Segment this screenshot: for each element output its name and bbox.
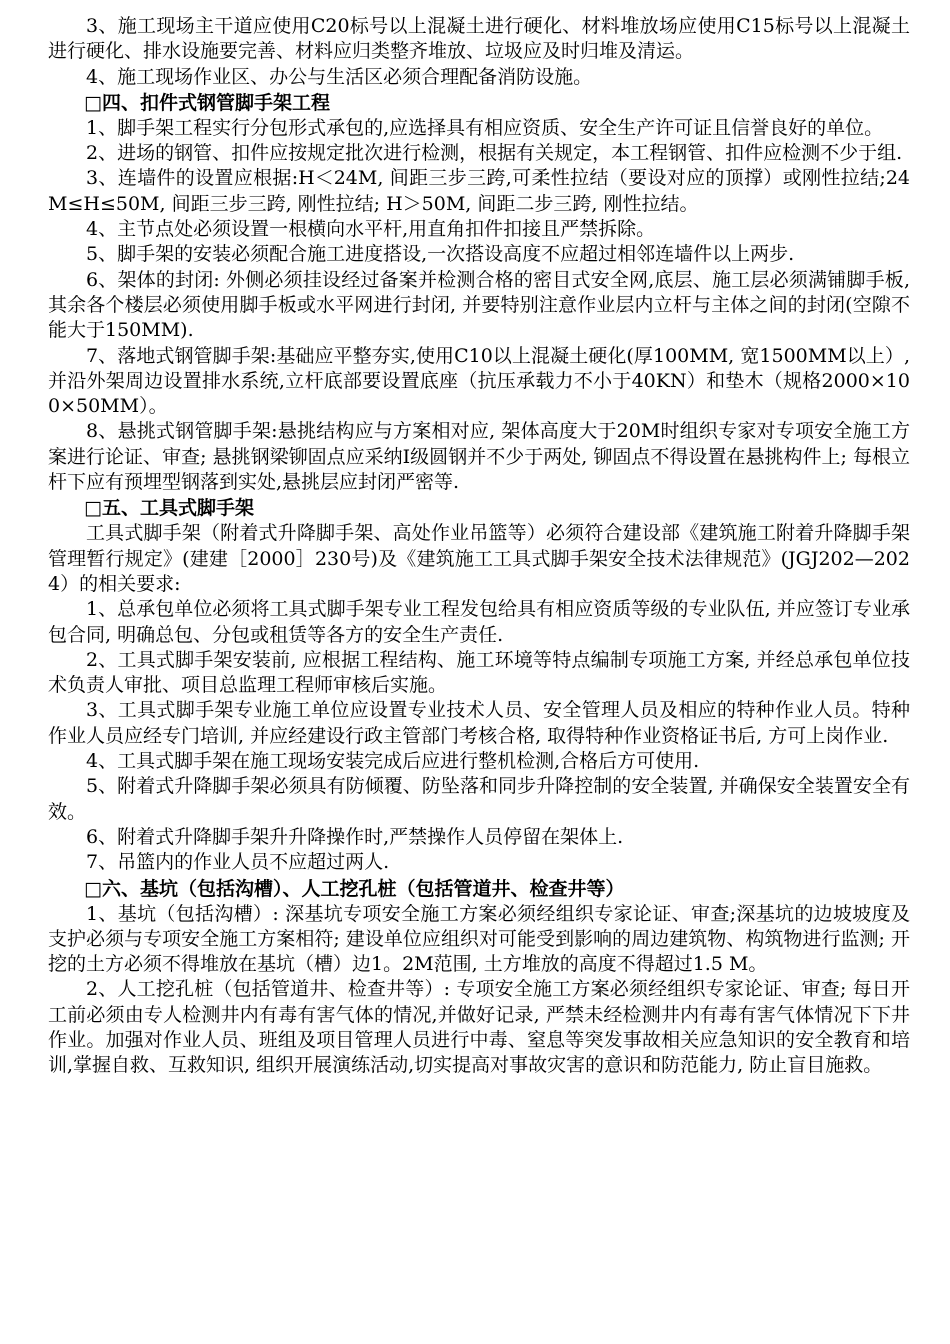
paragraph: 4、主节点处必须设置一根横向水平杆,用直角扣件扣接且严禁拆除。 — [86, 218, 656, 241]
paragraph: 6、架体的封闭: 外侧必须挂设经过备案并检测合格的密目式安全网,底层、施工层必须满铺脚手板,其余各个楼层必须使用脚手板或水平网进行封闭, 并要特别注意作业层内立杆与主体之间的封闭(空隙不能大于150MM). — [48, 268, 910, 342]
paragraph: 8、悬挑式钢管脚手架:悬挑结构应与方案相对应, 架体高度大于20M时组织专家对专项安全施工方案进行论证、审查; 悬挑钢梁铆固点应采纳I级圆钢并不少于两处, 铆固点不得设置在悬挑构件上; 每根立杆下应有预埋型钢落到实处,悬挑层应封闭严密等. — [48, 420, 910, 494]
paragraph: 5、附着式升降脚手架必须具有防倾覆、防坠落和同步升降控制的安全装置, 并确保安全装置安全有效。 — [48, 775, 910, 823]
section-heading: □四、扣件式钢管脚手架工程 — [84, 91, 330, 114]
paragraph: 4、工具式脚手架在施工现场安装完成后应进行整机检测,合格后方可使用. — [86, 750, 700, 773]
paragraph: 2、进场的钢管、扣件应按规定批次进行检测，根据有关规定，本工程钢管、扣件应检测不少于组. — [86, 142, 903, 165]
paragraph: 1、基坑（包括沟槽）: 深基坑专项安全施工方案必须经组织专家论证、审查;深基坑的边坡坡度及支护必须与专项安全施工方案相符; 建设单位应组织对可能受到影响的周边建筑物、构筑物进行监测; 开挖的土方必须不得堆放在基坑（槽）边1。2M范围, 土方堆放的高度不得超过1.5 M。 — [48, 902, 910, 976]
paragraph: 7、吊篮内的作业人员不应超过两人. — [86, 851, 390, 874]
paragraph: 3、施工现场主干道应使用C20标号以上混凝土进行硬化、材料堆放场应使用C15标号以上混凝土进行硬化、排水设施要完善、材料应归类整齐堆放、垃圾应及时归堆及清运。 — [48, 15, 910, 63]
paragraph: 5、脚手架的安装必须配合施工进度搭设,一次搭设高度不应超过相邻连墙件以上两步. — [86, 243, 795, 266]
paragraph: 工具式脚手架（附着式升降脚手架、高处作业吊篮等）必须符合建设部《建筑施工附着升降脚手架管理暂行规定》(建建［2000］230号)及《建筑施工工具式脚手架安全技术法律规范》(JGJ202—2024）的相关要求: — [48, 522, 910, 595]
paragraph: 2、人工挖孔桩（包括管道井、检查井等）: 专项安全施工方案必须经组织专家论证、审查; 每日开工前必须由专人检测井内有毒有害气体的情况,并做好记录, 严禁未经检测井内有毒有害气体情况下下井作业。加强对作业人员、班组及项目管理人员进行中毒、窒息等突发事故相关应急知识的安全教育和培训,掌握自救、互救知识, 组织开展演练活动,切实提高对事故灾害的意识和防范能力, 防止盲目施救。 — [48, 978, 910, 1077]
section-heading: □六、基坑（包括沟槽）、人工挖孔桩（包括管道井、检查井等） — [84, 877, 625, 900]
paragraph: 3、连墙件的设置应根据:H＜24M, 间距三步三跨,可柔性拉结（要设对应的顶撑）或刚性拉结;24M≤H≤50M, 间距三步三跨, 刚性拉结; H＞50M, 间距二步三跨, 刚性拉结。 — [48, 167, 910, 215]
section-heading: □五、工具式脚手架 — [84, 497, 254, 520]
paragraph: 2、工具式脚手架安装前, 应根据工程结构、施工环境等特点编制专项施工方案, 并经总承包单位技术负责人审批、项目总监理工程师审核后实施。 — [48, 648, 910, 697]
paragraph: 6、附着式升降脚手架升升降操作时,严禁操作人员停留在架体上. — [86, 825, 624, 848]
paragraph: 1、脚手架工程实行分包形式承包的,应选择具有相应资质、安全生产许可证且信誉良好的单位。 — [86, 116, 884, 139]
paragraph: 7、落地式钢管脚手架:基础应平整夯实,使用C10以上混凝土硬化(厚100MM, 宽1500MM以上）, 并沿外架周边设置排水系统,立杆底部要设置底座（抗压承载力不小于40KN）和垫木（规格2000×100×50MM）。 — [48, 344, 910, 418]
paragraph: 4、施工现场作业区、办公与生活区必须合理配备消防设施。 — [86, 65, 593, 88]
paragraph: 3、工具式脚手架专业施工单位应设置专业技术人员、安全管理人员及相应的特种作业人员。特种作业人员应经专门培训, 并应经建设行政主管部门考核合格, 取得特种作业资格证书后, 方可上岗作业. — [48, 699, 910, 747]
paragraph: 1、总承包单位必须将工具式脚手架专业工程发包给具有相应资质等级的专业队伍, 并应签订专业承包合同, 明确总包、分包或租赁等各方的安全生产责任. — [48, 598, 910, 646]
document-page — [48, 14, 910, 1079]
